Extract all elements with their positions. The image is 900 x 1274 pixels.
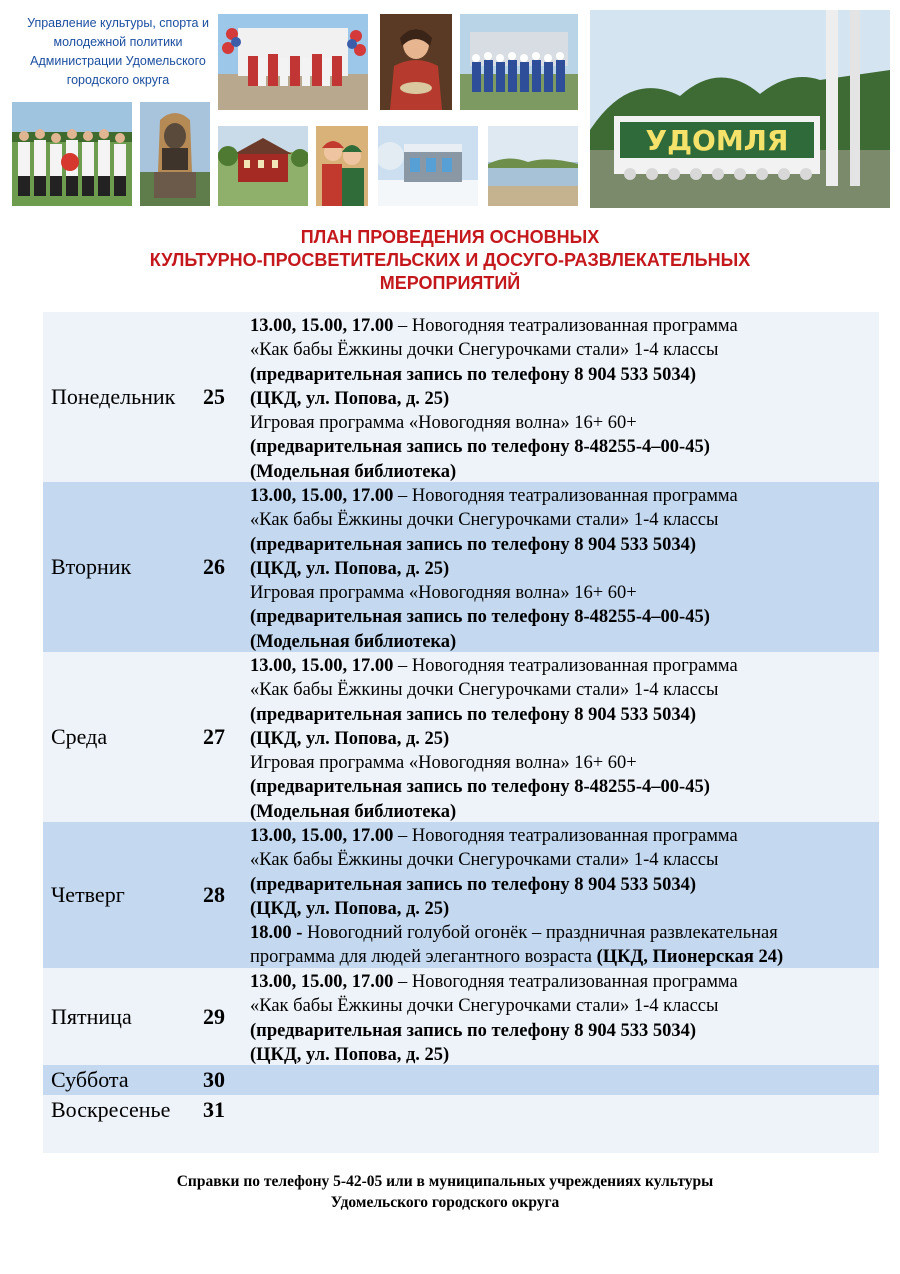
- organization-title: Управление культуры, спорта и молодежной политики Администрации Удомельского городского округа: [27, 16, 209, 87]
- day-name: Суббота: [51, 1067, 129, 1092]
- day-number: 26: [203, 554, 225, 579]
- table-row: [43, 482, 879, 652]
- table-row: [43, 652, 879, 822]
- day-events: 13.00, 15.00, 17.00 – Новогодняя театрализованная программа «Как бабы Ёжкины дочки Снегурочками стали» 1-4 классы (предварительная запись по телефону 8 904 533 5034) (ЦКД, ул. Попова, д. 25) Игровая программа «Новогодняя волна» 16+ 60+ (предварительная запись по телефону 8-48255-4–00-45) (Модельная библиотека): [250, 656, 738, 822]
- day-events: 13.00, 15.00, 17.00 – Новогодняя театрализованная программа «Как бабы Ёжкины дочки Снегурочками стали» 1-4 классы (предварительная запись по телефону 8 904 533 5034) (ЦКД, ул. Попова, д. 25) Игровая программа «Новогодняя волна» 16+ 60+ (предварительная запись по телефону 8-48255-4–00-45) (Модельная библиотека): [250, 486, 738, 652]
- day-name: Понедельник: [51, 384, 176, 409]
- day-name: Вторник: [51, 554, 132, 579]
- photo-youth-team: [12, 102, 132, 206]
- city-sign-text: УДОМЛЯ: [645, 124, 789, 157]
- table-row: [43, 1065, 879, 1095]
- day-name: Пятница: [51, 1003, 132, 1029]
- day-name: Четверг: [51, 882, 125, 907]
- day-events: 13.00, 15.00, 17.00 – Новогодняя театрализованная программа «Как бабы Ёжкины дочки Снегурочками стали» 1-4 классы (предварительная запись по телефону 8 904 533 5034) (ЦКД, ул. Попова, д. 25) 18.00 - Новогодний голубой огонёк – праздничная развлекательная программа для людей элегантного возраста (ЦКД, Пионерская 24): [250, 826, 784, 968]
- day-name: Воскресенье: [51, 1097, 171, 1122]
- table-row: [43, 822, 879, 968]
- photo-manor-house: [218, 126, 308, 206]
- day-number: 30: [203, 1067, 225, 1092]
- day-name: Среда: [51, 724, 108, 749]
- photo-folk-festival: [218, 14, 368, 110]
- table-row: [43, 1095, 879, 1153]
- plan-title: ПЛАН ПРОВЕДЕНИЯ ОСНОВНЫХ КУЛЬТУРНО-ПРОСВЕТИТЕЛЬСКИХ И ДОСУГО-РАЗВЛЕКАТЕЛЬНЫХ МЕРОПРИЯТИЙ: [149, 227, 751, 293]
- table-row: [43, 968, 879, 1065]
- day-number: 28: [203, 882, 225, 907]
- day-events: 13.00, 15.00, 17.00 – Новогодняя театрализованная программа «Как бабы Ёжкины дочки Снегурочками стали» 1-4 классы (предварительная запись по телефону 8 904 533 5034) (ЦКД, ул. Попова, д. 25) Игровая программа «Новогодняя волна» 16+ 60+ (предварительная запись по телефону 8-48255-4–00-45) (Модельная библиотека): [250, 316, 738, 482]
- day-number: 27: [203, 724, 225, 749]
- header-banner: [10, 10, 890, 208]
- photo-girls-costume: [316, 126, 368, 206]
- day-number: 31: [203, 1097, 225, 1122]
- photo-winter-building: [378, 126, 478, 206]
- footer-note: Справки по телефону 5-42-05 или в муниципальных учреждениях культуры Удомельского городского округа: [176, 1173, 714, 1211]
- day-number: 25: [203, 384, 225, 409]
- photo-painting-girl: [380, 14, 452, 110]
- photo-monument: [140, 102, 210, 206]
- photo-choir-group: [460, 14, 578, 110]
- day-events: 13.00, 15.00, 17.00 – Новогодняя театрализованная программа «Как бабы Ёжкины дочки Снегурочками стали» 1-4 классы (предварительная запись по телефону 8 904 533 5034) (ЦКД, ул. Попова, д. 25): [250, 972, 738, 1065]
- photo-city-sign: [590, 10, 890, 208]
- table-row: [43, 312, 879, 482]
- schedule-table: [43, 312, 879, 1153]
- photo-lake-view: [488, 126, 578, 206]
- day-number: 29: [203, 1003, 225, 1029]
